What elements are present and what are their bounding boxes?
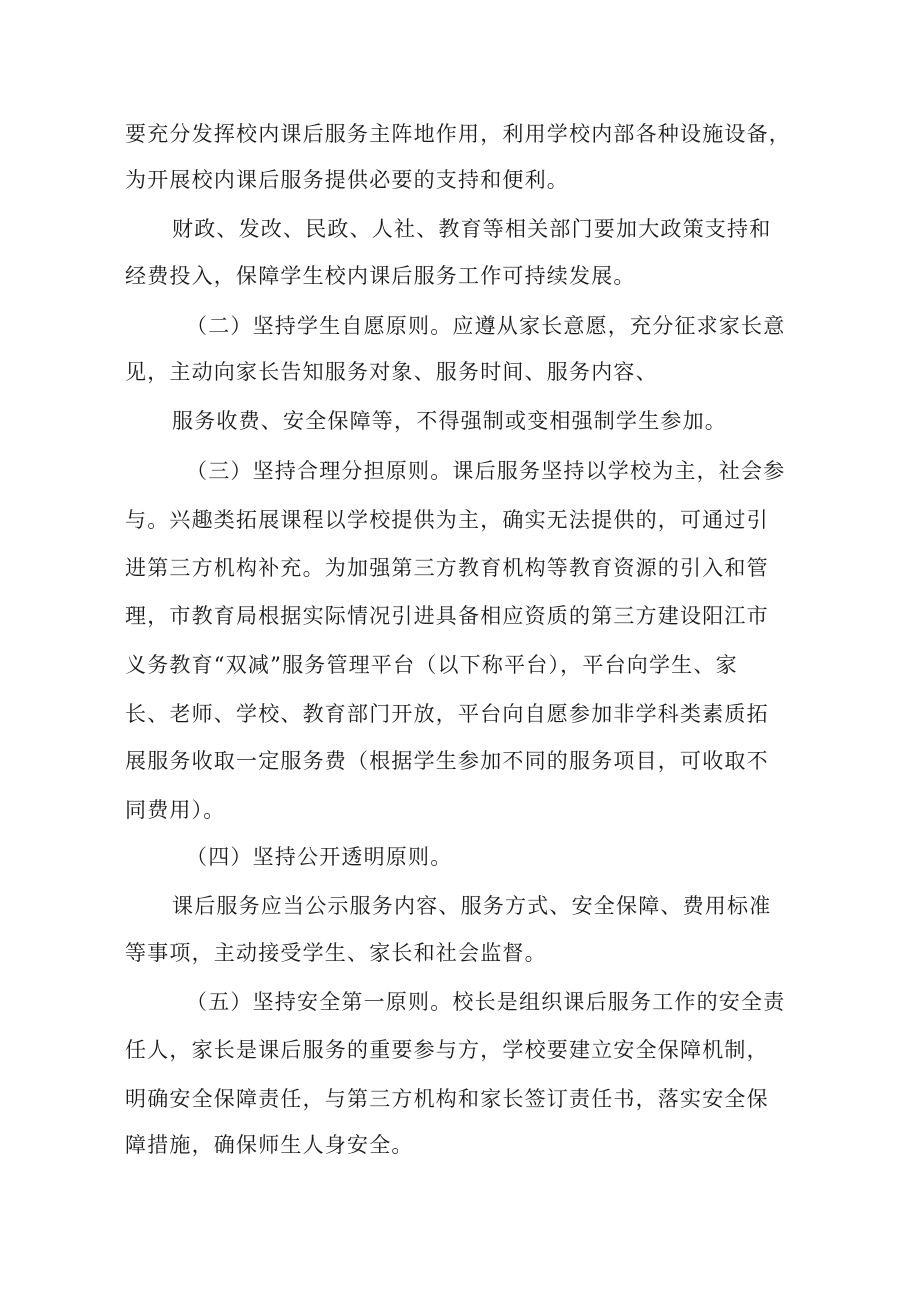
text-line: 任人，家长是课后服务的重要参与方，学校要建立安全保障机制， [125, 1038, 769, 1062]
text-line: 经费投入，保障学生校内课后服务工作可持续发展。 [125, 264, 636, 288]
text-line: 为开展校内课后服务提供必要的支持和便利。 [125, 168, 569, 192]
section-heading-5: （五）坚持安全第一原则。校长是组织课后服务工作的安全责 [186, 990, 786, 1014]
text-line: 进第三方机构补充。为加强第三方教育机构等教育资源的引入和管 [125, 556, 769, 580]
text-line: 财政、发改、民政、人社、教育等相关部门要加大政策支持和 [172, 217, 772, 241]
text-line: 明确安全保障责任，与第三方机构和家长签订责任书，落实安全保 [125, 1087, 769, 1111]
text-line: 等事项，主动接受学生、家长和社会监督。 [125, 941, 547, 965]
section-heading-4: （四）坚持公开透明原则。 [186, 845, 453, 869]
text-line: 课后服务应当公示服务内容、服务方式、安全保障、费用标准 [172, 894, 772, 918]
text-line: 义务教育“双减”服务管理平台（以下称平台），平台向学生、家 [125, 653, 738, 677]
text-line: 服务收费、安全保障等，不得强制或变相强制学生参加。 [172, 409, 727, 433]
text-line: 见，主动向家长告知服务对象、服务时间、服务内容、 [125, 360, 658, 384]
text-line: 同费用）。 [125, 798, 226, 822]
text-line: 理，市教育局根据实际情况引进具备相应资质的第三方建设阳江市 [125, 604, 769, 628]
text-line: 障措施，确保师生人身安全。 [125, 1133, 414, 1157]
text-line: 要充分发挥校内课后服务主阵地作用，利用学校内部各种设施设备， [125, 122, 791, 146]
text-line: 与。兴趣类拓展课程以学校提供为主，确实无法提供的，可通过引 [125, 508, 769, 532]
section-heading-3: （三）坚持合理分担原则。课后服务坚持以学校为主，社会参 [186, 459, 786, 483]
section-heading-2: （二）坚持学生自愿原则。应遵从家长意愿，充分征求家长意 [186, 314, 786, 338]
text-line: 展服务收取一定服务费（根据学生参加不同的服务项目，可收取不 [125, 749, 769, 773]
text-line: 长、老师、学校、教育部门开放，平台向自愿参加非学科类素质拓 [125, 702, 769, 726]
